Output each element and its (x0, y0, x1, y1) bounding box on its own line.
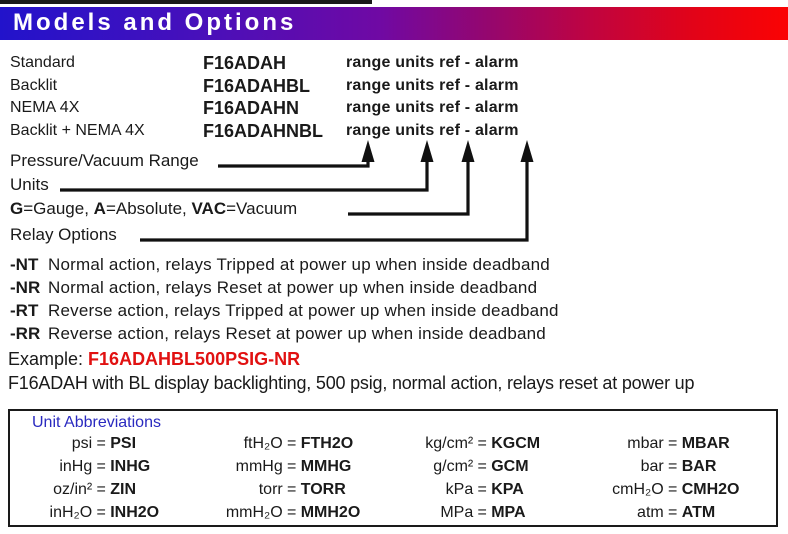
relay-option-desc: Normal action, relays Tripped at power up when inside deadband (48, 255, 550, 274)
ref-desc-absolute: =Absolute, (105, 199, 192, 218)
unit-abbr: inH₂O (49, 504, 93, 521)
unit-abbr: inHg (59, 458, 93, 475)
unit-abbr: cmH₂O (612, 481, 664, 498)
unit-code: MMH2O (300, 504, 361, 521)
equals-sign: = (287, 481, 297, 498)
unit-code: ZIN (110, 481, 136, 498)
ref-code-vac: VAC (191, 199, 227, 218)
unit-code: CMH2O (681, 481, 740, 498)
ref-desc-vacuum: =Vacuum (226, 199, 298, 218)
model-name: Standard (10, 54, 75, 71)
unit-entry (203, 501, 394, 524)
unit-abbr: psi (71, 435, 93, 452)
equals-sign: = (477, 481, 487, 498)
relay-option-row (0, 254, 788, 276)
unit-code: MMHG (300, 458, 352, 475)
unit-abbr: MPa (440, 504, 474, 521)
unit-abbr: bar (640, 458, 664, 475)
page-title: Models and Options (13, 9, 297, 36)
unit-abbr: mmHg (235, 458, 283, 475)
relay-callout-label: Relay Options (10, 225, 117, 244)
model-suffix-pattern: range units ref - alarm (346, 99, 519, 116)
range-callout-label: Pressure/Vacuum Range (10, 151, 199, 170)
up-arrowhead-icon (462, 140, 475, 162)
unit-column (203, 432, 394, 524)
unit-code: INHG (110, 458, 151, 475)
top-rule (0, 0, 372, 4)
relay-option-desc: Reverse action, relays Reset at power up when inside deadband (48, 324, 546, 343)
equals-sign: = (287, 504, 297, 521)
unit-abbreviations-title: Unit Abbreviations (32, 414, 161, 431)
unit-entry (203, 478, 394, 501)
equals-sign: = (96, 481, 106, 498)
unit-abbr: ftH₂O (243, 435, 283, 452)
relay-option-desc: Normal action, relays Reset at power up when inside deadband (48, 278, 538, 297)
unit-entry (393, 478, 584, 501)
model-name: NEMA 4X (10, 99, 80, 116)
ref-code-a: A (93, 199, 106, 218)
equals-sign: = (477, 504, 487, 521)
unit-column (393, 432, 584, 524)
unit-entry (393, 501, 584, 524)
unit-entry (12, 432, 203, 455)
range-callout-line (218, 160, 368, 166)
unit-abbr: mmH₂O (225, 504, 283, 521)
example-prefix: Example: (8, 349, 89, 369)
equals-sign: = (668, 504, 678, 521)
unit-column (12, 432, 203, 524)
model-suffix-pattern: range units ref - alarm (346, 122, 519, 139)
unit-abbreviations-grid (12, 432, 774, 524)
units-callout-label: Units (10, 175, 49, 194)
ref-code-g: G (10, 199, 24, 218)
unit-code: PSI (110, 435, 137, 452)
example-description: F16ADAH with BL display backlighting, 500 psig, normal action, relays reset at power up (8, 373, 695, 393)
unit-abbr: oz/in² (53, 481, 93, 498)
equals-sign: = (668, 458, 678, 475)
model-row (0, 97, 788, 119)
unit-code: TORR (300, 481, 346, 498)
unit-entry (584, 478, 775, 501)
model-row (0, 52, 788, 74)
relay-option-code: -RT (10, 301, 39, 320)
unit-abbr: atm (637, 504, 664, 521)
unit-entry (12, 501, 203, 524)
unit-entry (203, 455, 394, 478)
example-line (8, 348, 300, 370)
unit-abbr: g/cm² (433, 458, 474, 475)
relay-option-row (0, 323, 788, 345)
up-arrowhead-icon (362, 140, 375, 162)
unit-abbr: mbar (627, 435, 664, 452)
example-part-number: F16ADAHBL500PSIG-NR (88, 349, 301, 369)
unit-entry (584, 432, 775, 455)
equals-sign: = (96, 435, 106, 452)
unit-entry (393, 432, 584, 455)
relay-option-row (0, 300, 788, 322)
relay-option-code: -NR (10, 278, 41, 297)
model-name: Backlit (10, 77, 58, 94)
equals-sign: = (668, 435, 678, 452)
model-number: F16ADAHNBL (203, 121, 324, 141)
equals-sign: = (96, 504, 106, 521)
unit-code: INH2O (110, 504, 160, 521)
model-number: F16ADAHN (203, 98, 300, 118)
unit-code: KGCM (491, 435, 541, 452)
up-arrowhead-icon (421, 140, 434, 162)
model-row (0, 120, 788, 142)
relay-option-desc: Reverse action, relays Tripped at power up when inside deadband (48, 301, 559, 320)
equals-sign: = (477, 435, 487, 452)
ref-callout-label (10, 199, 297, 219)
model-suffix-pattern: range units ref - alarm (346, 54, 519, 71)
unit-column (584, 432, 775, 524)
unit-code: GCM (491, 458, 529, 475)
model-number: F16ADAHBL (203, 76, 311, 96)
equals-sign: = (668, 481, 678, 498)
relay-option-row (0, 277, 788, 299)
model-suffix-pattern: range units ref - alarm (346, 77, 519, 94)
equals-sign: = (287, 458, 297, 475)
unit-code: MPA (491, 504, 526, 521)
unit-abbr: kPa (445, 481, 474, 498)
equals-sign: = (477, 458, 487, 475)
equals-sign: = (96, 458, 106, 475)
model-row (0, 75, 788, 97)
unit-code: ATM (681, 504, 716, 521)
ref-desc-gauge: =Gauge, (23, 199, 94, 218)
ref-callout-line (348, 160, 468, 214)
unit-code: BAR (681, 458, 717, 475)
relay-option-code: -NT (10, 255, 39, 274)
unit-entry (12, 455, 203, 478)
up-arrowhead-icon (521, 140, 534, 162)
unit-code: MBAR (681, 435, 730, 452)
unit-entry (12, 478, 203, 501)
unit-abbr: torr (258, 481, 283, 498)
model-number: F16ADAH (203, 53, 287, 73)
section-banner (0, 7, 788, 40)
equals-sign: = (287, 435, 297, 452)
unit-entry (393, 455, 584, 478)
relay-option-code: -RR (10, 324, 41, 343)
unit-entry (584, 455, 775, 478)
unit-abbr: kg/cm² (425, 435, 474, 452)
unit-entry (584, 501, 775, 524)
model-name: Backlit + NEMA 4X (10, 122, 145, 139)
unit-code: KPA (491, 481, 524, 498)
unit-entry (203, 432, 394, 455)
unit-code: FTH2O (300, 435, 354, 452)
unit-abbreviations-box (8, 409, 778, 527)
